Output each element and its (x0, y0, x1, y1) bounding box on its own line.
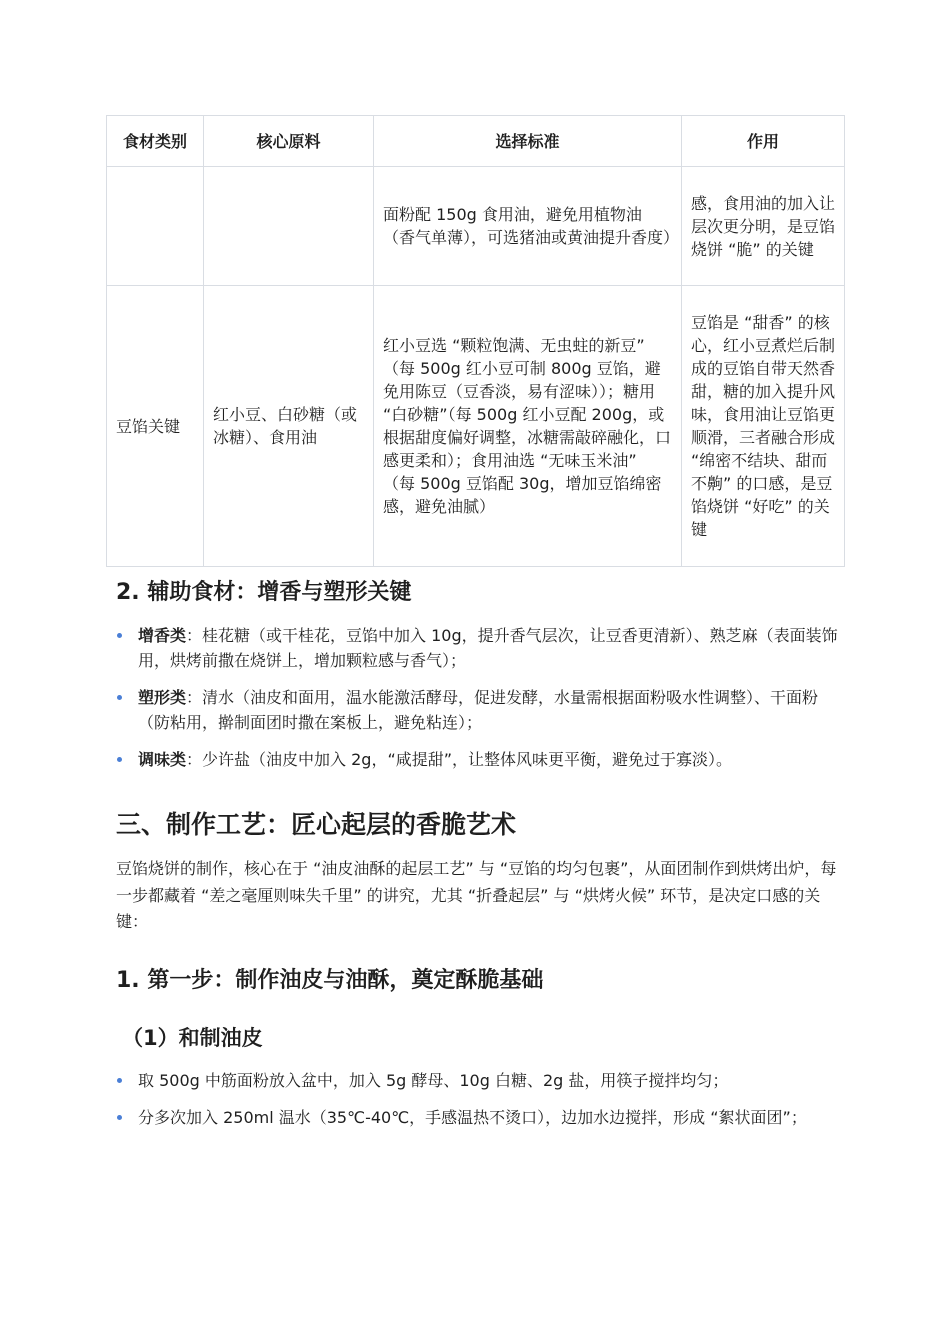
item-text: 分多次加入 250ml 温水（35℃-40℃，手感温热不烫口），边加水边搅拌，形成 “絮状面团”； (138, 1108, 807, 1127)
item-text: ：清水（油皮和面用，温水能激活酵母，促进发酵，水量需根据面粉吸水性调整）、干面粉（防粘用，擀制面团时撒在案板上，避免粘连）； (138, 688, 819, 732)
aux-ingredients-list (116, 623, 840, 772)
list-item (116, 747, 840, 772)
section-aux-title: 2. 辅助食材：增香与塑形关键 (116, 580, 412, 605)
bullet-dot-icon (117, 695, 122, 700)
list-item (116, 623, 840, 673)
list-item (116, 685, 840, 735)
cell-standard (374, 167, 682, 286)
cell-ingredients (204, 286, 374, 567)
item-text: ：桂花糖（或干桂花，豆馅中加入 10g，提升香气层次，让豆香更清新）、熟芝麻（表面装饰用，烘烤前撒在烧饼上，增加颗粒感与香气）； (138, 626, 838, 670)
item-text: 取 500g 中筋面粉放入盆中，加入 5g 酵母、10g 白糖、2g 盐，用筷子搅拌均匀； (138, 1071, 729, 1090)
section-process-intro: 豆馅烧饼的制作，核心在于 “油皮油酥的起层工艺” 与 “豆馅的均匀包裹”，从面团制作到烘烤出炉，每一步都藏着 “差之毫厘则味失千里” 的讲究，尤其 “折叠起层” 与 “烘烤火候” 环节，是决定口感的关键： (116, 859, 837, 931)
item-label: 增香类 (138, 626, 187, 645)
cell-category (107, 167, 204, 286)
list-item (116, 1068, 840, 1093)
cell-function (682, 167, 845, 286)
cell-function-text: 感，食用油的加入让层次更分明，是豆馅烧饼 “脆” 的关键 (691, 193, 836, 259)
bullet-dot-icon (117, 1115, 122, 1120)
section-process-title: 三、制作工艺：匠心起层的香脆艺术 (116, 810, 517, 839)
cell-function (682, 286, 845, 567)
ingredients-table (106, 115, 845, 567)
cell-ingredients-text: 红小豆、白砂糖（或冰糖）、食用油 (213, 405, 358, 447)
header-category: 食材类别 (107, 116, 204, 167)
cell-ingredients (204, 167, 374, 286)
step1-title: 1. 第一步：制作油皮与油酥，奠定酥脆基础 (116, 968, 544, 993)
table-row (107, 286, 845, 567)
list-item (116, 1105, 840, 1130)
item-label: 塑形类 (138, 688, 187, 707)
cell-standard-text: 面粉配 150g 食用油，避免用植物油（香气单薄），可选猪油或黄油提升香度） (383, 205, 680, 247)
cell-category: 豆馅关键 (107, 286, 204, 567)
cell-standard-text: 红小豆选 “颗粒饱满、无虫蛀的新豆” （每 500g 红小豆可制 800g 豆馅，避免用陈豆（豆香淡，易有涩味））；糖用 “白砂糖”（每 500g 红小豆配 200g，或根据甜度偏好调整，冰糖需敲碎融化，口感更柔和）；食用油选 “无味玉米油” （每 500g 豆馅配 30g，增加豆馅绵密感，避免油腻） (383, 336, 672, 516)
table-header-row (107, 116, 845, 167)
bullet-dot-icon (117, 757, 122, 762)
header-standard: 选择标准 (374, 116, 682, 167)
header-ingredients: 核心原料 (204, 116, 374, 167)
cell-standard (374, 286, 682, 567)
step1-subtitle: （1）和制油皮 (122, 1026, 263, 1050)
header-function: 作用 (682, 116, 845, 167)
item-text: ：少许盐（油皮中加入 2g，“咸提甜”，让整体风味更平衡，避免过于寡淡）。 (186, 750, 733, 769)
table-row (107, 167, 845, 286)
bullet-dot-icon (117, 633, 122, 638)
item-label: 调味类 (138, 750, 187, 769)
step1-list (116, 1068, 840, 1130)
bullet-dot-icon (117, 1078, 122, 1083)
cell-function-text: 豆馅是 “甜香” 的核心，红小豆煮烂后制成的豆馅自带天然香甜，糖的加入提升风味，食用油让豆馅更顺滑，三者融合形成 “绵密不结块、甜而不齁” 的口感，是豆馅烧饼 “好吃” 的关键 (691, 313, 836, 539)
